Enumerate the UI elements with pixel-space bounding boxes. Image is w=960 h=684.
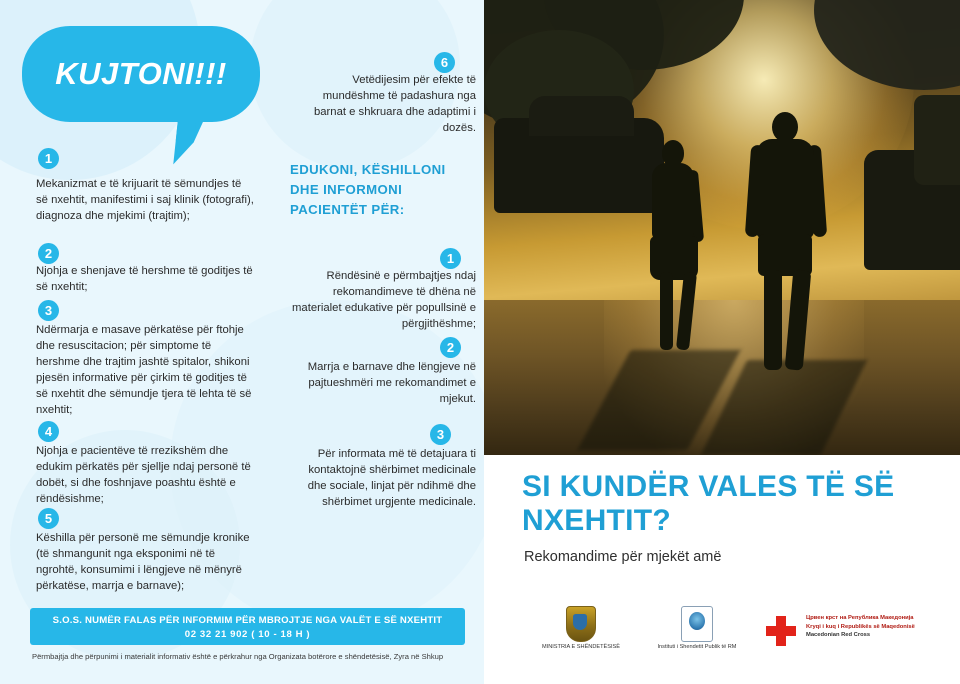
list-item: Rëndësinë e përmbajtjes ndaj rekomandimeve të dhëna në materialet edukative për popullsinë e përgjithëshme; bbox=[292, 270, 476, 331]
person-silhouette-part bbox=[660, 272, 673, 350]
person-silhouette-part bbox=[756, 139, 814, 239]
list-item: Këshilla për personë me sëmundje kronike (të shmangunit nga eksponimi në të ngrohtë, konsumimi i lëngjeve në mënyrë përkatëse, marrja e barnave); bbox=[36, 532, 250, 593]
speech-bubble-text: KUJTONI!!! bbox=[55, 56, 227, 91]
institute-crest-icon bbox=[681, 606, 713, 642]
list-item: Mekanizmat e të krijuarit të sëmundjes të së nxehtit, manifestimi i saj klinik (fotografi), diagnoza dhe mjekimi (trajtim); bbox=[36, 178, 254, 223]
list-item: Vetëdijesim për efekte të mundëshme të padashura nga barnat e shkruara dhe adaptimi i dozës. bbox=[313, 74, 476, 135]
list-number-badge: 2 bbox=[440, 337, 461, 358]
public-health-institute-logo bbox=[642, 606, 752, 651]
person-silhouette-part bbox=[772, 112, 798, 142]
cover-title: SI KUNDËR VALES TË SË NXEHTIT? bbox=[522, 470, 895, 538]
parked-car-roof bbox=[529, 96, 634, 136]
list-item: Njohja e shenjave të hershme të goditjes të së nxehtit; bbox=[36, 265, 253, 294]
red-cross-line-sq: Kryqi i kuq i Republikës së Maqedonisë bbox=[806, 623, 915, 630]
list-number-badge: 1 bbox=[440, 248, 461, 269]
cover-photo bbox=[484, 0, 960, 455]
section-heading: EDUKONI, KËSHILLONI DHE INFORMONI PACIENTËT PËR: bbox=[290, 162, 446, 217]
logo-caption: MINISTRIA E SHËNDETËSISË bbox=[541, 644, 621, 650]
red-cross-icon bbox=[764, 614, 798, 648]
list-number-badge: 6 bbox=[434, 52, 455, 73]
list-item: Marrja e barnave dhe lëngjeve në pajtueshmëri me rekomandimet e mjekut. bbox=[307, 361, 476, 406]
list-item: Njohja e pacientëve të rrezikshëm dhe edukim përkatës për sjellje ndaj personë të dobët, si dhe foshnjave poashtu është e rëndësishme; bbox=[36, 445, 251, 506]
ministry-crest-icon bbox=[566, 606, 596, 642]
footnote-text: Përmbajtja dhe përpunimi i materialit informativ është e përkrahur nga Organizata botërore e shëndetësisë, Zyra në Shkup bbox=[32, 652, 444, 661]
sos-banner-title: S.O.S. NUMËR FALAS PËR INFORMIM PËR MBROJTJE NGA VALËT E SË NXEHTIT bbox=[52, 615, 443, 626]
list-number-badge: 5 bbox=[38, 508, 59, 529]
list-number-badge: 1 bbox=[38, 148, 59, 169]
sos-phone-banner bbox=[30, 608, 465, 645]
logo-caption: Instituti i Shendetit Publik të RM bbox=[657, 644, 737, 650]
logo-row bbox=[514, 606, 954, 666]
red-cross-text bbox=[806, 614, 915, 640]
speech-bubble bbox=[22, 26, 260, 122]
right-cover-panel bbox=[484, 0, 960, 684]
list-number-badge: 4 bbox=[38, 421, 59, 442]
person-silhouette-part bbox=[652, 163, 694, 241]
list-item: Ndërmarja e masave përkatëse për ftohje dhe resuscitacion; për simptome të hershme dhe trajtim jashtë spitalor, shikoni pjesën informative për çirkim të goditjes të së nxehtit dhe sëmundje tjera të lehta të së nxehtit; bbox=[36, 324, 252, 417]
person-silhouette-part bbox=[764, 270, 782, 370]
cover-subtitle: Rekomandime për mjekët amë bbox=[524, 549, 722, 565]
red-cross-line-mk: Црвен крст на Република Македонија bbox=[806, 615, 914, 621]
list-number-badge: 2 bbox=[38, 243, 59, 264]
list-item: Për informata më të detajuara ti kontaktojnë shërbimet medicinale dhe sociale, linjat për ndihmë dhe shërbimet urgjente medicinale. bbox=[307, 448, 476, 509]
list-number-badge: 3 bbox=[38, 300, 59, 321]
parked-car bbox=[914, 95, 960, 185]
list-number-badge: 3 bbox=[430, 424, 451, 445]
sos-banner-number: 02 32 21 902 ( 10 - 18 H ) bbox=[184, 629, 311, 640]
ministry-of-health-logo bbox=[526, 606, 636, 651]
red-cross-line-en: Macedonian Red Cross bbox=[806, 632, 871, 639]
